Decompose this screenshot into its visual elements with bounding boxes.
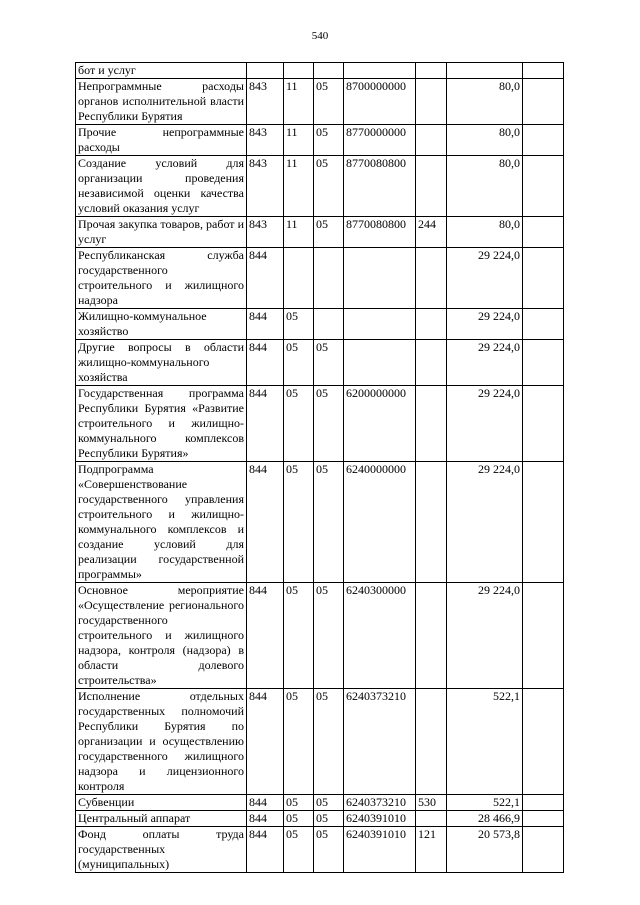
subsection-code-cell (314, 309, 344, 340)
table-row (76, 79, 564, 125)
empty-cell (523, 811, 564, 827)
budget-table (75, 62, 564, 873)
ministry-code-cell: 843 (247, 79, 284, 125)
target-article-cell: 8770000000 (344, 125, 416, 156)
target-article-cell: 6240391010 (344, 827, 416, 873)
subsection-code-cell: 05 (314, 79, 344, 125)
row-name-cell: Подпрограмма «Совершенствование государственного управления строительного и жилищно-коммунального комплексов и создание условий для реализации государственной программы» (76, 462, 247, 583)
section-code-cell (284, 248, 314, 309)
section-code-cell: 05 (284, 340, 314, 386)
ministry-code-cell: 844 (247, 462, 284, 583)
page-number: 540 (311, 30, 329, 42)
expense-type-cell (416, 79, 447, 125)
section-code-cell: 11 (284, 217, 314, 248)
expense-type-cell (416, 125, 447, 156)
row-name-cell: Создание условий для организации проведения независимой оценки качества условий оказания услуг (76, 156, 247, 217)
amount-cell: 29 224,0 (447, 248, 523, 309)
row-name-cell: Жилищно-коммунальное хозяйство (76, 309, 247, 340)
table-row (76, 386, 564, 462)
target-article-cell: 6240373210 (344, 795, 416, 811)
amount-cell: 80,0 (447, 156, 523, 217)
expense-type-cell (416, 340, 447, 386)
subsection-code-cell: 05 (314, 125, 344, 156)
table-row (76, 689, 564, 795)
amount-cell: 80,0 (447, 79, 523, 125)
empty-cell (523, 79, 564, 125)
target-article-cell (344, 248, 416, 309)
empty-cell (523, 156, 564, 217)
table-row (76, 248, 564, 309)
target-article-cell: 8770080800 (344, 156, 416, 217)
empty-cell (523, 386, 564, 462)
table-row (76, 795, 564, 811)
row-name-cell: Другие вопросы в области жилищно-коммунального хозяйства (76, 340, 247, 386)
amount-cell: 29 224,0 (447, 340, 523, 386)
empty-cell (523, 309, 564, 340)
expense-type-cell (416, 63, 447, 79)
row-name-cell: Республиканская служба государственного строительного и жилищного надзора (76, 248, 247, 309)
row-name-cell: Государственная программа Республики Бурятия «Развитие строительного и жилищно-коммунального комплексов Республики Бурятия» (76, 386, 247, 462)
amount-cell: 29 224,0 (447, 583, 523, 689)
section-code-cell: 05 (284, 827, 314, 873)
subsection-code-cell: 05 (314, 583, 344, 689)
amount-cell: 29 224,0 (447, 386, 523, 462)
target-article-cell: 6240000000 (344, 462, 416, 583)
ministry-code-cell: 844 (247, 248, 284, 309)
amount-cell: 29 224,0 (447, 309, 523, 340)
section-code-cell: 11 (284, 79, 314, 125)
amount-cell: 29 224,0 (447, 462, 523, 583)
table-row (76, 217, 564, 248)
subsection-code-cell (314, 63, 344, 79)
target-article-cell: 8700000000 (344, 79, 416, 125)
expense-type-cell (416, 583, 447, 689)
section-code-cell: 05 (284, 583, 314, 689)
ministry-code-cell: 844 (247, 340, 284, 386)
expense-type-cell (416, 309, 447, 340)
subsection-code-cell: 05 (314, 462, 344, 583)
target-article-cell: 6240391010 (344, 811, 416, 827)
ministry-code-cell: 843 (247, 156, 284, 217)
amount-cell: 28 466,9 (447, 811, 523, 827)
table-row (76, 462, 564, 583)
ministry-code-cell: 844 (247, 795, 284, 811)
amount-cell: 20 573,8 (447, 827, 523, 873)
ministry-code-cell: 844 (247, 386, 284, 462)
row-name-cell: Центральный аппарат (76, 811, 247, 827)
subsection-code-cell: 05 (314, 340, 344, 386)
row-name-cell: Субвенции (76, 795, 247, 811)
subsection-code-cell (314, 248, 344, 309)
table-row (76, 156, 564, 217)
target-article-cell (344, 309, 416, 340)
ministry-code-cell: 844 (247, 309, 284, 340)
subsection-code-cell: 05 (314, 827, 344, 873)
amount-cell: 522,1 (447, 795, 523, 811)
expense-type-cell: 530 (416, 795, 447, 811)
empty-cell (523, 217, 564, 248)
target-article-cell: 6200000000 (344, 386, 416, 462)
row-name-cell: Исполнение отдельных государственных полномочий Республики Бурятия по организации и осуществлению государственного жилищного надзора и лицензионного контроля (76, 689, 247, 795)
ministry-code-cell: 843 (247, 125, 284, 156)
empty-cell (523, 689, 564, 795)
amount-cell: 522,1 (447, 689, 523, 795)
expense-type-cell (416, 462, 447, 583)
expense-type-cell (416, 689, 447, 795)
section-code-cell: 05 (284, 386, 314, 462)
ministry-code-cell: 844 (247, 583, 284, 689)
table-row (76, 309, 564, 340)
expense-type-cell (416, 811, 447, 827)
ministry-code-cell: 844 (247, 811, 284, 827)
target-article-cell: 6240300000 (344, 583, 416, 689)
expense-type-cell (416, 156, 447, 217)
row-name-cell: бот и услуг (76, 63, 247, 79)
section-code-cell: 05 (284, 811, 314, 827)
row-name-cell: Непрограммные расходы органов исполнительной власти Республики Бурятия (76, 79, 247, 125)
expense-type-cell (416, 386, 447, 462)
empty-cell (523, 827, 564, 873)
row-name-cell: Прочая закупка товаров, работ и услуг (76, 217, 247, 248)
expense-type-cell: 244 (416, 217, 447, 248)
target-article-cell: 6240373210 (344, 689, 416, 795)
row-name-cell: Фонд оплаты труда государственных (муниципальных) (76, 827, 247, 873)
target-article-cell (344, 63, 416, 79)
amount-cell: 80,0 (447, 217, 523, 248)
section-code-cell: 11 (284, 125, 314, 156)
amount-cell: 80,0 (447, 125, 523, 156)
ministry-code-cell: 843 (247, 217, 284, 248)
row-name-cell: Прочие непрограммные расходы (76, 125, 247, 156)
ministry-code-cell: 844 (247, 689, 284, 795)
expense-type-cell: 121 (416, 827, 447, 873)
ministry-code-cell: 844 (247, 827, 284, 873)
section-code-cell: 05 (284, 462, 314, 583)
table-row (76, 63, 564, 79)
target-article-cell: 8770080800 (344, 217, 416, 248)
empty-cell (523, 125, 564, 156)
empty-cell (523, 340, 564, 386)
section-code-cell: 05 (284, 689, 314, 795)
empty-cell (523, 462, 564, 583)
table-row (76, 811, 564, 827)
subsection-code-cell: 05 (314, 811, 344, 827)
empty-cell (523, 248, 564, 309)
section-code-cell: 05 (284, 309, 314, 340)
ministry-code-cell (247, 63, 284, 79)
section-code-cell: 05 (284, 795, 314, 811)
subsection-code-cell: 05 (314, 217, 344, 248)
section-code-cell: 11 (284, 156, 314, 217)
table-row (76, 827, 564, 873)
table-row (76, 125, 564, 156)
amount-cell (447, 63, 523, 79)
row-name-cell: Основное мероприятие «Осуществление регионального государственного строительного и жилищного надзора, контроля (надзора) в области долевого строительства» (76, 583, 247, 689)
subsection-code-cell: 05 (314, 386, 344, 462)
subsection-code-cell: 05 (314, 795, 344, 811)
empty-cell (523, 583, 564, 689)
target-article-cell (344, 340, 416, 386)
section-code-cell (284, 63, 314, 79)
expense-type-cell (416, 248, 447, 309)
table-row (76, 340, 564, 386)
table-row (76, 583, 564, 689)
subsection-code-cell: 05 (314, 156, 344, 217)
empty-cell (523, 795, 564, 811)
subsection-code-cell: 05 (314, 689, 344, 795)
empty-cell (523, 63, 564, 79)
